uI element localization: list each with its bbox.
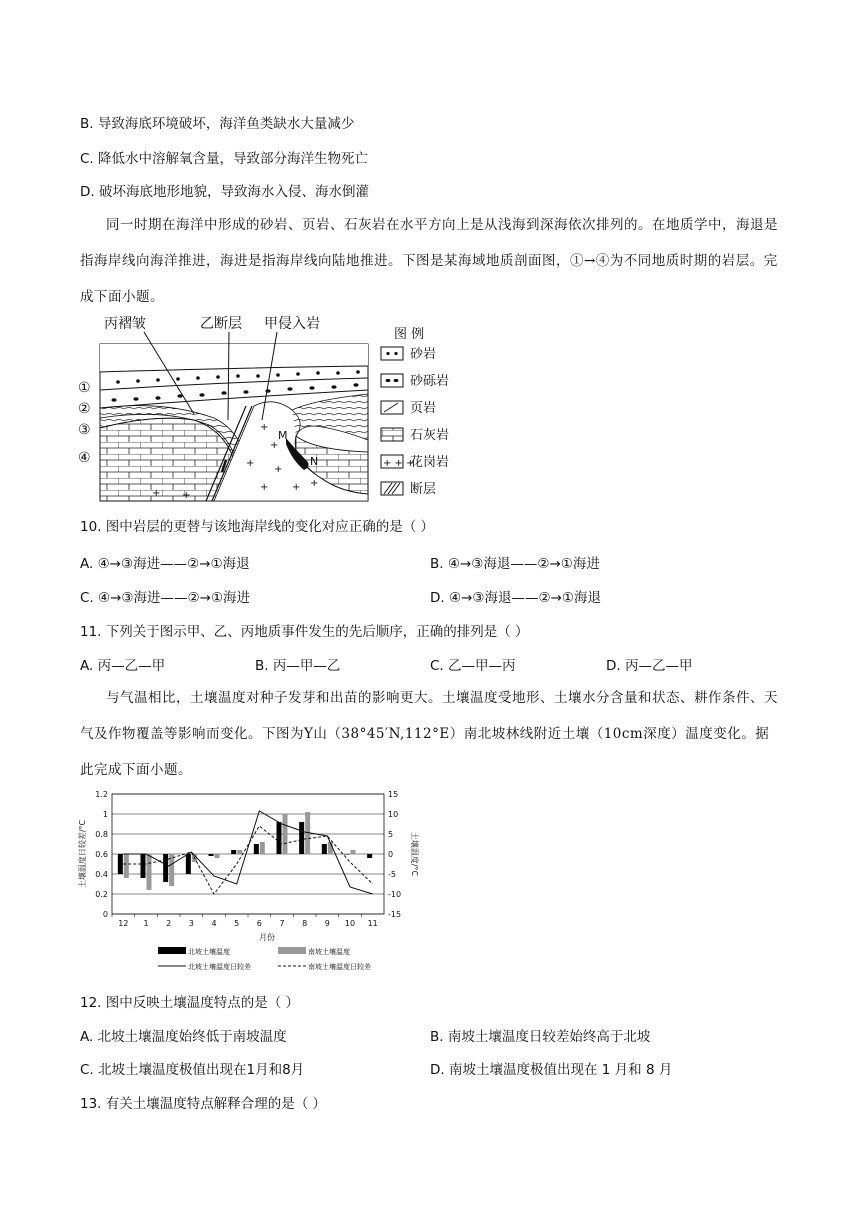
legend-title: 图 例 bbox=[394, 327, 425, 342]
bar-north-temp bbox=[367, 854, 372, 858]
q11-option-c: C. 乙—甲—丙 bbox=[430, 658, 516, 674]
q13-stem: 13. 有关土壤温度特点解释合理的是（ ） bbox=[80, 1096, 327, 1112]
q11-option-d: D. 丙—乙—甲 bbox=[606, 658, 693, 674]
chart-x-tick-label: 11 bbox=[367, 919, 378, 928]
fold-label: 丙褶皱 bbox=[104, 316, 146, 332]
point-n-label: N bbox=[310, 455, 319, 468]
bar-south-temp bbox=[351, 850, 356, 854]
q12-stem: 12. 图中反映土壤温度特点的是（ ） bbox=[80, 995, 300, 1011]
q10-option-a: A. ④→③海进——②→①海退 bbox=[80, 556, 250, 572]
bar-north-temp bbox=[254, 844, 259, 854]
chart-left-tick-label: 1 bbox=[102, 810, 108, 819]
legend-swatch-south-temp bbox=[278, 947, 306, 954]
bar-north-temp bbox=[209, 854, 214, 856]
chart-right-tick-label: 0 bbox=[388, 850, 394, 859]
q10-stem: 10. 图中岩层的更替与该地海岸线的变化对应正确的是（ ） bbox=[80, 519, 435, 535]
option-b-prev: B. 导致海底环境破坏，海洋鱼类缺水大量减少 bbox=[80, 116, 355, 132]
bar-south-temp bbox=[373, 854, 378, 855]
geology-cross-section-figure bbox=[74, 310, 474, 505]
chart-x-tick-label: 9 bbox=[324, 919, 330, 928]
passage-geology-text: 同一时期在海洋中形成的砂岩、页岩、石灰岩在水平方向上是从浅海到深海依次排列的。在地质学中，海退是指海岸线向海洋推进，海进是指海岸线向陆地推进。下图是某海域地质剖面图，①→④为不同地质时期的岩层。完成下面小题。 bbox=[80, 217, 778, 305]
passage-soil-text: 与气温相比，土壤温度对种子发芽和出苗的影响更大。土壤温度受地形、土壤水分含量和状态、耕作条件、天气及作物覆盖等影响而变化。下图为Y山（38°45′N,112°E）南北坡林线附近土壤（10cm深度）温度变化。据此完成下面小题。 bbox=[80, 690, 778, 778]
chart-x-tick-label: 6 bbox=[256, 919, 262, 928]
q12-option-b: B. 南坡土壤温度日较差始终高于北坡 bbox=[430, 1029, 651, 1045]
chart-x-tick-label: 3 bbox=[188, 919, 194, 928]
passage-soil bbox=[80, 680, 780, 788]
passage-geology bbox=[80, 207, 780, 315]
svg-text:+: + bbox=[310, 478, 319, 489]
legend-limestone: 石灰岩 bbox=[410, 428, 450, 443]
chart-x-tick-label: 5 bbox=[234, 919, 240, 928]
chart-x-label: 月份 bbox=[259, 933, 275, 942]
bar-south-temp bbox=[147, 854, 152, 890]
option-d-prev: D. 破坏海底地形地貌，导致海水入侵、海水倒灌 bbox=[80, 184, 369, 200]
svg-text:+: + bbox=[270, 440, 279, 451]
svg-text:+: + bbox=[274, 464, 283, 475]
chart-left-tick-label: 0.2 bbox=[95, 890, 108, 899]
bar-south-temp bbox=[237, 850, 242, 854]
q10-option-c: C. ④→③海进——②→①海进 bbox=[80, 590, 251, 606]
bar-north-temp bbox=[163, 854, 168, 882]
option-c-prev: C. 降低水中溶解氧含量，导致部分海洋生物死亡 bbox=[80, 151, 369, 167]
chart-x-tick-label: 8 bbox=[302, 919, 308, 928]
legend-sandstone: 砂岩 bbox=[410, 347, 437, 362]
bar-south-temp bbox=[260, 842, 265, 854]
chart-right-tick-label: -15 bbox=[388, 910, 402, 919]
bar-north-temp bbox=[231, 850, 236, 854]
legend-south-temp: 南坡土壤温度 bbox=[308, 948, 350, 956]
legend-fault: 断层 bbox=[410, 482, 437, 497]
chart-left-tick-label: 0.4 bbox=[95, 870, 108, 879]
line-south-range bbox=[123, 826, 372, 894]
chart-x-tick-label: 10 bbox=[344, 919, 356, 928]
chart-right-tick-label: 10 bbox=[388, 810, 399, 819]
bar-north-temp bbox=[141, 854, 146, 878]
legend-south-range: 南坡土壤温度日较差 bbox=[308, 963, 371, 971]
chart-x-tick-label: 1 bbox=[143, 919, 149, 928]
bar-north-temp bbox=[277, 822, 282, 854]
fault-label: 乙断层 bbox=[200, 316, 242, 332]
chart-x-tick-label: 12 bbox=[118, 919, 129, 928]
q12-option-a: A. 北坡土壤温度始终低于南坡温度 bbox=[80, 1029, 287, 1045]
chart-x-tick-label: 4 bbox=[211, 919, 217, 928]
intrusion-label: 甲侵入岩 bbox=[264, 316, 320, 332]
q11-option-a: A. 丙—乙—甲 bbox=[80, 658, 166, 674]
legend-north-range: 北坡土壤温度日较差 bbox=[188, 963, 251, 971]
chart-x-tick-label: 7 bbox=[279, 919, 285, 928]
q10-option-b: B. ④→③海退——②→①海进 bbox=[430, 556, 600, 572]
layer-number-4: ④ bbox=[78, 450, 91, 466]
chart-left-tick-label: 0.8 bbox=[95, 830, 108, 839]
svg-text:+: + bbox=[260, 422, 269, 433]
soil-temperature-chart bbox=[72, 784, 432, 980]
bar-south-temp bbox=[124, 854, 129, 878]
bar-north-temp bbox=[299, 822, 304, 854]
legend-north-temp: 北坡土壤温度 bbox=[188, 948, 230, 956]
legend-shale: 页岩 bbox=[410, 401, 437, 416]
chart-right-tick-label: 15 bbox=[388, 790, 399, 799]
svg-text:+: + bbox=[246, 458, 255, 469]
q11-stem: 11. 下列关于图示甲、乙、丙地质事件发生的先后顺序，正确的排列是（ ） bbox=[80, 624, 529, 640]
svg-text:+ + +: + + + bbox=[383, 458, 415, 469]
bar-north-temp bbox=[345, 854, 350, 855]
svg-text:+: + bbox=[260, 482, 269, 493]
legend-swatch-north-temp bbox=[158, 947, 186, 954]
line-north-range bbox=[123, 811, 372, 894]
bar-north-temp bbox=[322, 844, 327, 854]
legend-granite: 花岗岩 bbox=[410, 455, 450, 470]
q11-option-b: B. 丙—甲—乙 bbox=[255, 658, 341, 674]
q12-option-c: C. 北坡土壤温度极值出现在1月和8月 bbox=[80, 1062, 305, 1078]
svg-text:+: + bbox=[152, 488, 161, 499]
q12-option-d: D. 南坡土壤温度极值出现在 1 月和 8 月 bbox=[430, 1062, 673, 1078]
layer-number-1: ① bbox=[78, 380, 91, 396]
chart-y-label-right: 土壤温度/°C bbox=[410, 831, 419, 877]
bar-south-temp bbox=[283, 814, 288, 854]
bar-south-temp bbox=[215, 854, 220, 858]
bar-north-temp bbox=[118, 854, 123, 874]
svg-text:+: + bbox=[292, 482, 301, 493]
chart-right-tick-label: 5 bbox=[388, 830, 394, 839]
chart-left-tick-label: 0 bbox=[102, 910, 108, 919]
layer-number-3: ③ bbox=[78, 422, 91, 438]
chart-x-tick-label: 2 bbox=[166, 919, 172, 928]
layer-number-2: ② bbox=[78, 401, 91, 417]
chart-y-label-left: 土壤温度日较差/°C bbox=[78, 819, 87, 889]
legend-conglomerate: 砂砾岩 bbox=[410, 374, 450, 389]
chart-left-tick-label: 0.6 bbox=[95, 850, 108, 859]
point-m-label: M bbox=[278, 429, 288, 442]
chart-left-tick-label: 1.2 bbox=[95, 790, 108, 799]
q10-option-d: D. ④→③海退——②→①海退 bbox=[430, 590, 602, 606]
chart-right-tick-label: -10 bbox=[388, 890, 402, 899]
svg-text:+: + bbox=[182, 490, 191, 501]
chart-right-tick-label: -5 bbox=[388, 870, 396, 879]
bar-north-temp bbox=[186, 854, 191, 874]
